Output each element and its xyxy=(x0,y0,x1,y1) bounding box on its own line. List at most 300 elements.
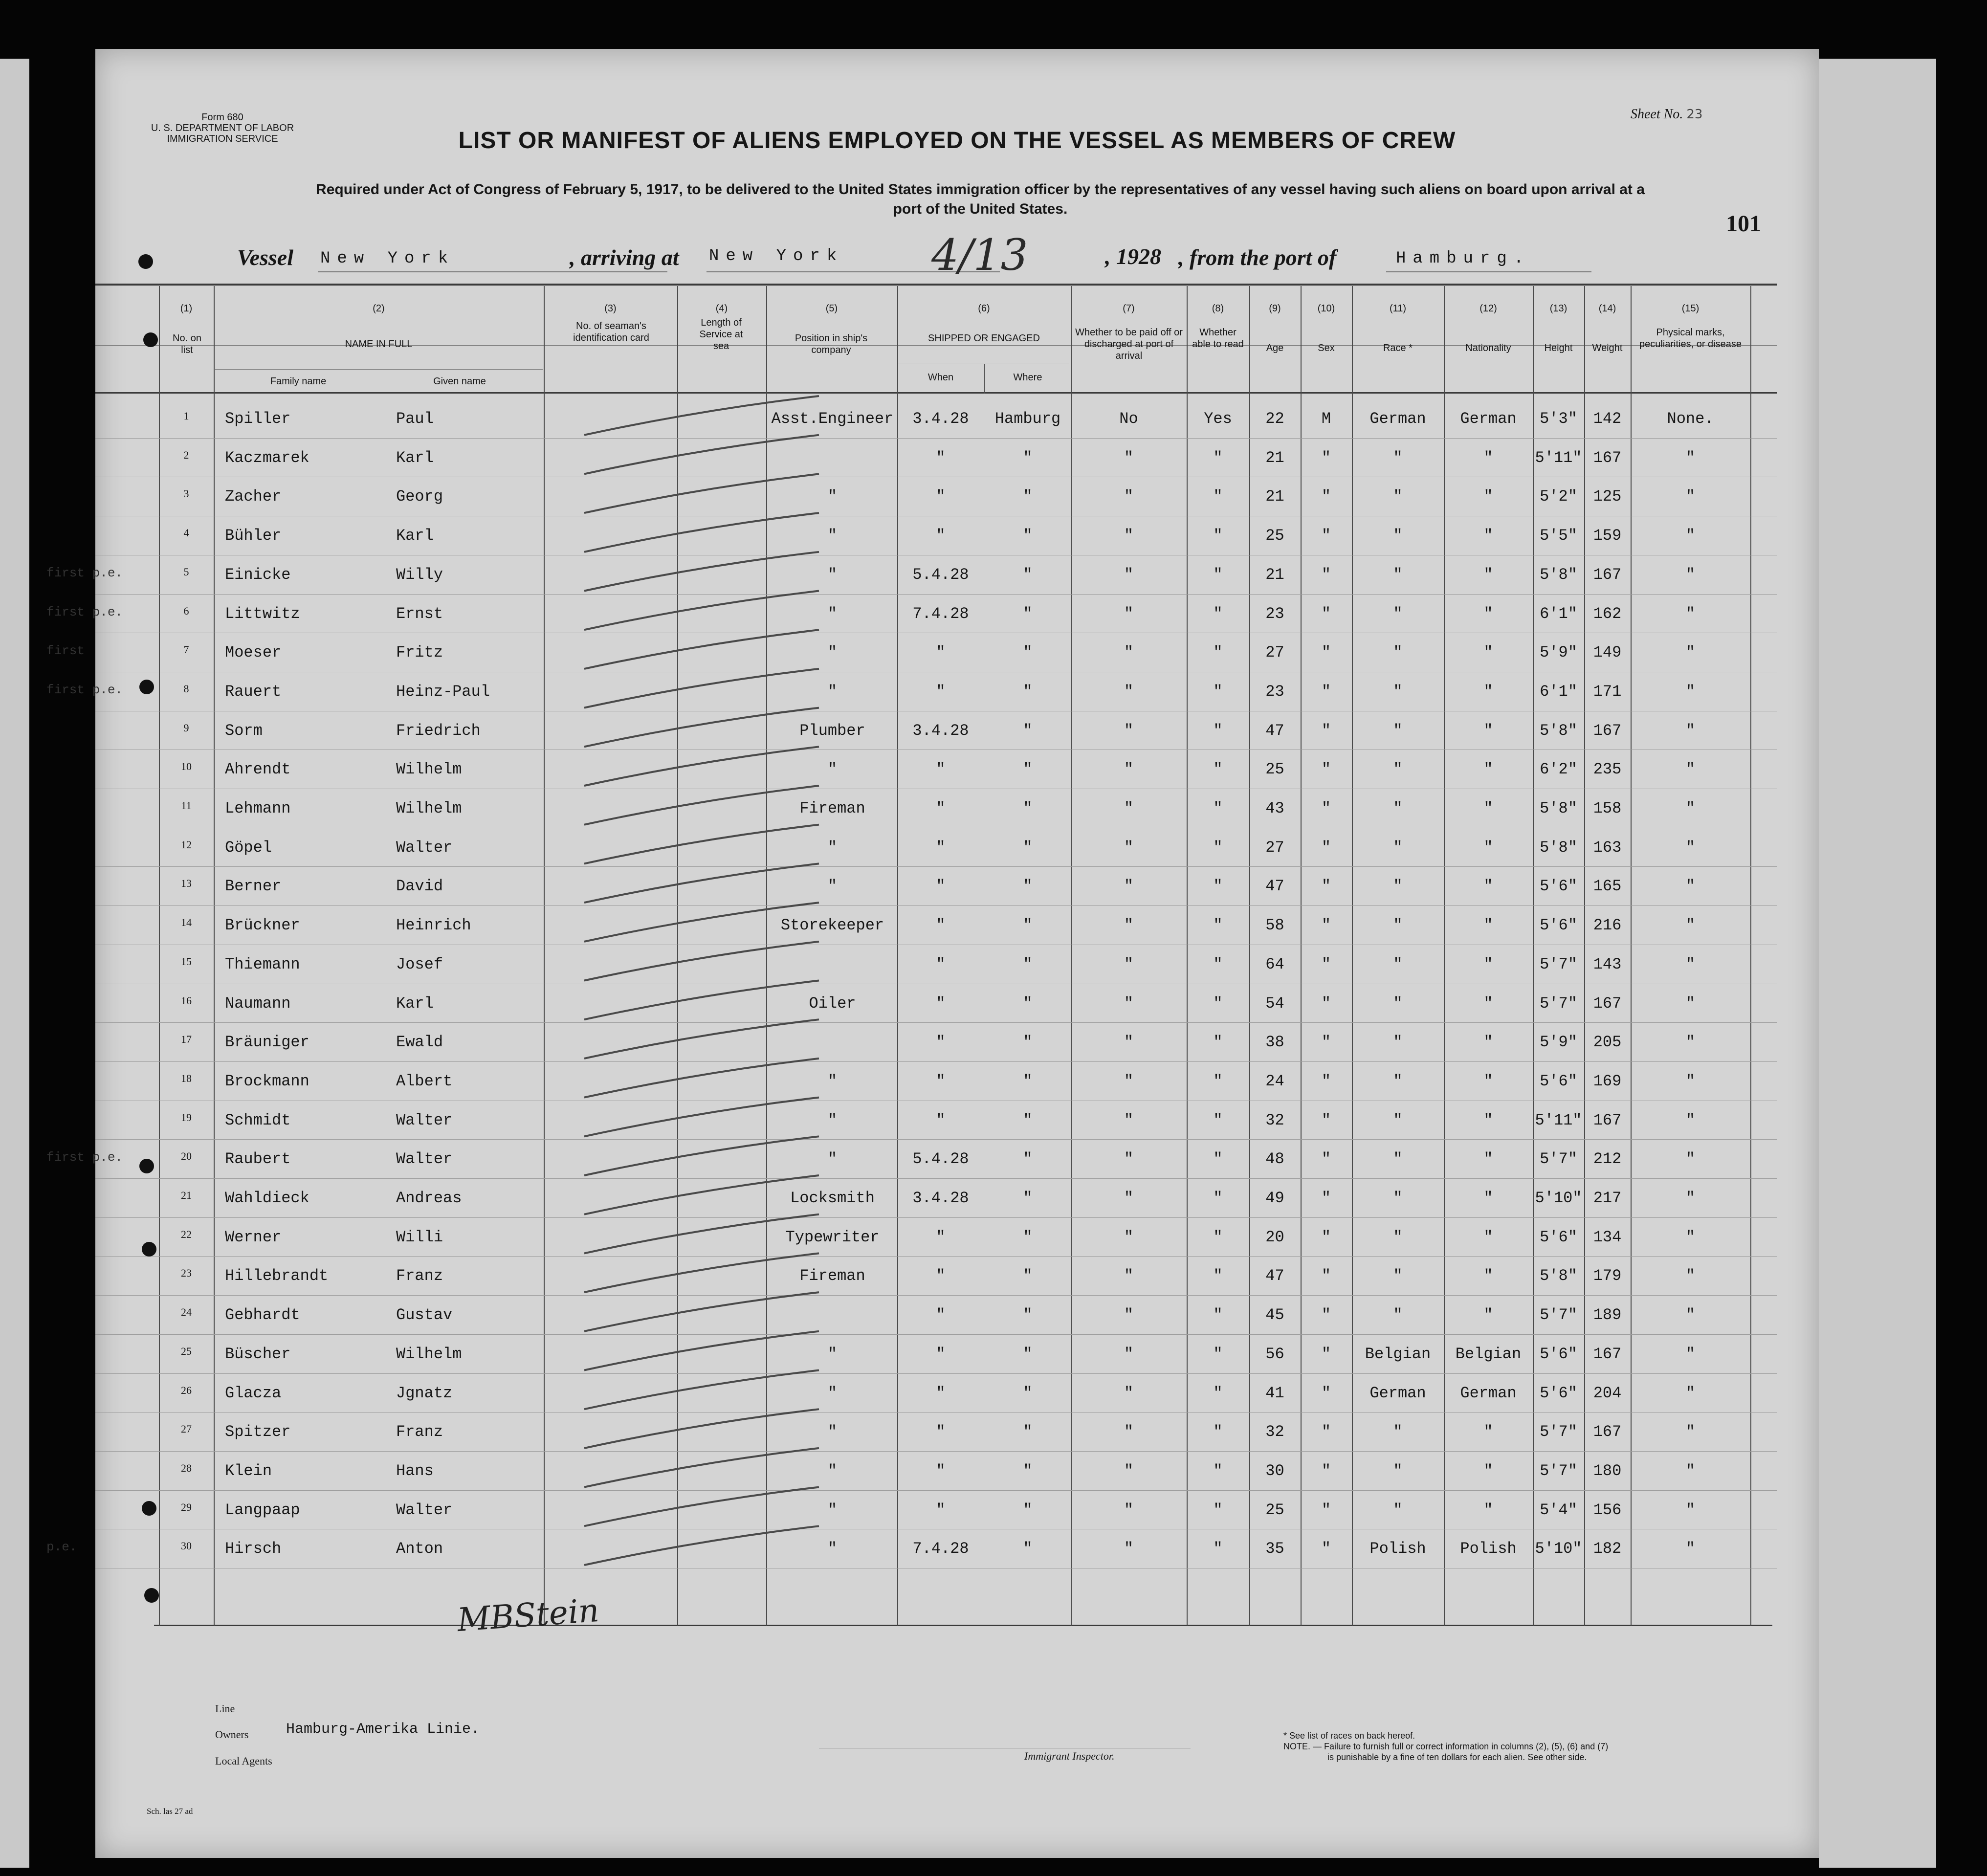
paid-off: " xyxy=(1124,1111,1134,1129)
shipped-where: " xyxy=(1023,1384,1033,1402)
given-name: David xyxy=(396,877,443,896)
nationality: " xyxy=(1483,1033,1493,1052)
given-name: Wilhelm xyxy=(396,1345,462,1363)
able-to-read: " xyxy=(1213,682,1223,701)
position: " xyxy=(827,565,838,584)
weight: 125 xyxy=(1593,487,1622,506)
age: 20 xyxy=(1265,1228,1284,1246)
row-number: 5 xyxy=(183,565,189,578)
paid-off: " xyxy=(1124,1501,1134,1519)
row-number: 17 xyxy=(181,1033,192,1046)
paid-off: " xyxy=(1124,760,1134,779)
shipped-when: " xyxy=(936,682,946,701)
owners-label: Owners xyxy=(215,1728,249,1741)
able-to-read: " xyxy=(1213,1150,1223,1169)
race: " xyxy=(1393,1501,1403,1519)
col1-header: No. on list xyxy=(173,333,201,355)
physical-marks: " xyxy=(1685,838,1696,857)
weight: 216 xyxy=(1593,916,1622,935)
race: " xyxy=(1393,1461,1403,1480)
given-name: Friedrich xyxy=(396,721,481,740)
col1-number: (1) xyxy=(180,303,193,314)
shipped-when: " xyxy=(936,1423,946,1441)
family-name: Berner xyxy=(225,877,282,896)
row-number: 9 xyxy=(183,721,189,734)
weight: 180 xyxy=(1593,1461,1622,1480)
row-number: 23 xyxy=(181,1267,192,1280)
col4-header: Length of Service at sea xyxy=(699,317,743,352)
physical-marks: " xyxy=(1685,877,1696,896)
shipped-when: 5.4.28 xyxy=(912,1150,969,1169)
shipped-when: 3.4.28 xyxy=(912,410,969,428)
weight: 169 xyxy=(1593,1072,1622,1090)
family-name: Zacher xyxy=(225,487,282,506)
row-number: 12 xyxy=(181,838,192,851)
sex: " xyxy=(1321,1461,1331,1480)
age: 47 xyxy=(1265,1267,1284,1285)
physical-marks: " xyxy=(1685,721,1696,740)
margin-note: first xyxy=(46,643,85,659)
family-name: Spiller xyxy=(225,410,291,428)
physical-marks: " xyxy=(1685,1345,1696,1363)
row-number: 14 xyxy=(181,916,192,929)
sex: " xyxy=(1321,1306,1331,1324)
sex: " xyxy=(1321,682,1331,701)
paid-off: " xyxy=(1124,448,1134,467)
weight: 134 xyxy=(1593,1228,1622,1246)
shipped-where: " xyxy=(1023,1501,1033,1519)
manifest-page xyxy=(46,49,1819,1858)
family-name: Einicke xyxy=(225,565,291,584)
given-name: Andreas xyxy=(396,1189,462,1207)
col8-header: Whether able to read xyxy=(1192,327,1244,350)
weight: 142 xyxy=(1593,410,1622,428)
able-to-read: " xyxy=(1213,1228,1223,1246)
able-to-read: Yes xyxy=(1204,410,1232,428)
age: 56 xyxy=(1265,1345,1284,1363)
shipped-where: " xyxy=(1023,760,1033,779)
shipped-where: " xyxy=(1023,1072,1033,1090)
family-name: Göpel xyxy=(225,838,272,857)
shipped-where: " xyxy=(1023,916,1033,935)
age: 27 xyxy=(1265,643,1284,662)
height: 5'5" xyxy=(1540,527,1577,545)
paid-off: " xyxy=(1124,1033,1134,1052)
paid-off: " xyxy=(1124,955,1134,973)
shipped-when: " xyxy=(936,487,946,506)
row-number: 27 xyxy=(181,1423,192,1435)
paid-off: " xyxy=(1124,1306,1134,1324)
age: 41 xyxy=(1265,1384,1284,1402)
row-number: 4 xyxy=(183,527,189,539)
family-name: Bräuniger xyxy=(225,1033,309,1052)
shipped-where: " xyxy=(1023,1423,1033,1441)
age: 32 xyxy=(1265,1111,1284,1129)
col2-number: (2) xyxy=(373,303,385,314)
race: " xyxy=(1393,955,1403,973)
shipped-where: " xyxy=(1023,1228,1033,1246)
nationality: " xyxy=(1483,487,1493,506)
paid-off: " xyxy=(1124,1228,1134,1246)
physical-marks: " xyxy=(1685,1540,1696,1558)
given-name: Ewald xyxy=(396,1033,443,1052)
sex: " xyxy=(1321,955,1331,973)
weight: 171 xyxy=(1593,682,1622,701)
nationality: " xyxy=(1483,448,1493,467)
family-name: Brückner xyxy=(225,916,300,935)
nationality: German xyxy=(1460,1384,1517,1402)
pencil-stroke xyxy=(584,435,819,474)
given-name: Karl xyxy=(396,448,434,467)
given-name: Wilhelm xyxy=(396,799,462,817)
weight: 205 xyxy=(1593,1033,1622,1052)
shipped-where: " xyxy=(1023,604,1033,623)
race: " xyxy=(1393,448,1403,467)
row-number: 20 xyxy=(181,1150,192,1163)
height: 5'9" xyxy=(1540,643,1577,662)
able-to-read: " xyxy=(1213,1189,1223,1207)
physical-marks: " xyxy=(1685,604,1696,623)
pencil-stroke xyxy=(584,942,819,981)
paid-off: " xyxy=(1124,1384,1134,1402)
age: 32 xyxy=(1265,1423,1284,1441)
weight: 167 xyxy=(1593,565,1622,584)
given-name: Walter xyxy=(396,1150,453,1169)
family-name: Büscher xyxy=(225,1345,291,1363)
able-to-read: " xyxy=(1213,838,1223,857)
col4-number: (4) xyxy=(715,303,728,314)
shipped-where: " xyxy=(1023,1111,1033,1129)
nationality: " xyxy=(1483,1267,1493,1285)
shipped-when: 3.4.28 xyxy=(912,721,969,740)
given-name: Josef xyxy=(396,955,443,973)
paid-off: " xyxy=(1124,1150,1134,1169)
given-name: Anton xyxy=(396,1540,443,1558)
shipped-where: " xyxy=(1023,487,1033,506)
shipped-when: " xyxy=(936,448,946,467)
position: Storekeeper xyxy=(780,916,884,935)
vessel-label: Vessel xyxy=(237,245,293,270)
col10-header: Sex xyxy=(1318,343,1335,353)
height: 5'11" xyxy=(1535,1111,1582,1129)
sex: " xyxy=(1321,1111,1331,1129)
physical-marks: " xyxy=(1685,448,1696,467)
family-name: Sorm xyxy=(225,721,263,740)
local-agents-label: Local Agents xyxy=(215,1755,272,1767)
weight: 159 xyxy=(1593,527,1622,545)
sex: " xyxy=(1321,838,1331,857)
height: 5'6" xyxy=(1540,1384,1577,1402)
col14-number: (14) xyxy=(1598,303,1616,314)
weight: 149 xyxy=(1593,643,1622,662)
able-to-read: " xyxy=(1213,1072,1223,1090)
col11-header: Race * xyxy=(1383,343,1413,353)
row-number: 19 xyxy=(181,1111,192,1124)
sex: " xyxy=(1321,643,1331,662)
height: 5'7" xyxy=(1540,1150,1577,1169)
physical-marks: " xyxy=(1685,682,1696,701)
able-to-read: " xyxy=(1213,1461,1223,1480)
race: German xyxy=(1369,1384,1426,1402)
race: " xyxy=(1393,799,1403,817)
age: 21 xyxy=(1265,448,1284,467)
shipped-when: " xyxy=(936,1072,946,1090)
able-to-read: " xyxy=(1213,487,1223,506)
height: 5'6" xyxy=(1540,916,1577,935)
height: 5'7" xyxy=(1540,1423,1577,1441)
nationality: German xyxy=(1460,410,1517,428)
paid-off: " xyxy=(1124,994,1134,1013)
weight: 167 xyxy=(1593,721,1622,740)
weight: 179 xyxy=(1593,1267,1622,1285)
nationality: " xyxy=(1483,682,1493,701)
margin-note: first p.e. xyxy=(46,1150,123,1165)
margin-note: first p.e. xyxy=(46,565,123,580)
weight: 167 xyxy=(1593,1111,1622,1129)
arriving-label: , arriving at xyxy=(570,245,679,270)
age: 64 xyxy=(1265,955,1284,973)
owners-value: Hamburg-Amerika Linie. xyxy=(286,1721,480,1738)
physical-marks: " xyxy=(1685,1072,1696,1090)
shipped-where: " xyxy=(1023,1461,1033,1480)
family-name: Glacza xyxy=(225,1384,282,1402)
given-name: Ernst xyxy=(396,604,443,623)
margin-note: p.e. xyxy=(46,1540,77,1555)
age: 45 xyxy=(1265,1306,1284,1324)
sex: " xyxy=(1321,527,1331,545)
sex: " xyxy=(1321,721,1331,740)
age: 58 xyxy=(1265,916,1284,935)
height: 6'1" xyxy=(1540,604,1577,623)
sex: " xyxy=(1321,1072,1331,1090)
nationality: " xyxy=(1483,1501,1493,1519)
shipped-where: " xyxy=(1023,877,1033,896)
paid-off: " xyxy=(1124,604,1134,623)
race: " xyxy=(1393,721,1403,740)
age: 23 xyxy=(1265,604,1284,623)
age: 21 xyxy=(1265,487,1284,506)
height: 5'7" xyxy=(1540,1461,1577,1480)
physical-marks: " xyxy=(1685,1384,1696,1402)
family-name: Ahrendt xyxy=(225,760,291,779)
col13-number: (13) xyxy=(1549,303,1568,314)
row-number: 7 xyxy=(183,643,189,656)
form-number: Form 680 xyxy=(201,112,243,123)
age: 25 xyxy=(1265,1501,1284,1519)
col5-header: Position in ship's company xyxy=(795,333,868,355)
act-requirement-line2: port of the United States. xyxy=(893,201,1068,217)
age: 22 xyxy=(1265,410,1284,428)
height: 5'6" xyxy=(1540,1072,1577,1090)
weight: 162 xyxy=(1593,604,1622,623)
position: " xyxy=(827,527,838,545)
row-number: 22 xyxy=(181,1228,192,1240)
weight: 235 xyxy=(1593,760,1622,779)
height: 6'1" xyxy=(1540,682,1577,701)
family-name: Gebhardt xyxy=(225,1306,300,1324)
physical-marks: " xyxy=(1685,1150,1696,1169)
row-number: 8 xyxy=(183,682,189,695)
page-number: 101 xyxy=(1726,211,1761,237)
age: 54 xyxy=(1265,994,1284,1013)
when-header: When xyxy=(927,372,954,383)
sex: M xyxy=(1321,410,1331,428)
weight: 158 xyxy=(1593,799,1622,817)
weight: 167 xyxy=(1593,448,1622,467)
shipped-when: " xyxy=(936,1033,946,1052)
shipped-when: " xyxy=(936,838,946,857)
nationality: " xyxy=(1483,1111,1493,1129)
race: " xyxy=(1393,527,1403,545)
weight: 189 xyxy=(1593,1306,1622,1324)
height: 5'4" xyxy=(1540,1501,1577,1519)
position: " xyxy=(827,1150,838,1169)
paid-off: " xyxy=(1124,721,1134,740)
shipped-where: " xyxy=(1023,527,1033,545)
col7-header: Whether to be paid off or discharged at port of arrival xyxy=(1075,327,1183,361)
age: 38 xyxy=(1265,1033,1284,1052)
given-name: Fritz xyxy=(396,643,443,662)
family-name: Naumann xyxy=(225,994,291,1013)
race: " xyxy=(1393,643,1403,662)
col3-number: (3) xyxy=(604,303,617,314)
nationality: " xyxy=(1483,721,1493,740)
row-number: 6 xyxy=(183,604,189,617)
row-number: 30 xyxy=(181,1540,192,1552)
weight: 217 xyxy=(1593,1189,1622,1207)
shipped-where: " xyxy=(1023,1345,1033,1363)
able-to-read: " xyxy=(1213,1306,1223,1324)
race: German xyxy=(1369,410,1426,428)
shipped-when: 5.4.28 xyxy=(912,565,969,584)
margin-note: first p.e. xyxy=(46,604,123,619)
nationality: " xyxy=(1483,527,1493,545)
family-name: Bühler xyxy=(225,527,282,545)
position: " xyxy=(827,1423,838,1441)
shipped-where: " xyxy=(1023,448,1033,467)
age: 35 xyxy=(1265,1540,1284,1558)
position: Asst.Engineer xyxy=(771,410,894,428)
height: 5'10" xyxy=(1535,1540,1582,1558)
nationality: Polish xyxy=(1460,1540,1517,1558)
physical-marks: " xyxy=(1685,1228,1696,1246)
able-to-read: " xyxy=(1213,1267,1223,1285)
physical-marks: " xyxy=(1685,1501,1696,1519)
sex: " xyxy=(1321,1501,1331,1519)
shipped-when: 3.4.28 xyxy=(912,1189,969,1207)
height: 5'8" xyxy=(1540,799,1577,817)
position: " xyxy=(827,1345,838,1363)
race-footnote: * See list of races on back hereof. xyxy=(1283,1731,1415,1741)
nationality: " xyxy=(1483,1461,1493,1480)
given-name: Hans xyxy=(396,1461,434,1480)
family-name: Littwitz xyxy=(225,604,300,623)
given-name: Karl xyxy=(396,994,434,1013)
given-name: Georg xyxy=(396,487,443,506)
sex: " xyxy=(1321,877,1331,896)
nationality: " xyxy=(1483,1423,1493,1441)
punch-hole xyxy=(139,1159,154,1173)
row-number: 3 xyxy=(183,487,189,500)
family-name: Kaczmarek xyxy=(225,448,309,467)
paid-off: " xyxy=(1124,1072,1134,1090)
nationality: " xyxy=(1483,1072,1493,1090)
position: " xyxy=(827,877,838,896)
weight: 143 xyxy=(1593,955,1622,973)
paid-off: " xyxy=(1124,838,1134,857)
col3-header: No. of seaman's identification card xyxy=(573,321,649,343)
able-to-read: " xyxy=(1213,1345,1223,1363)
paid-off: " xyxy=(1124,527,1134,545)
paid-off: " xyxy=(1124,487,1134,506)
schedule-code: Sch. las 27 ad xyxy=(147,1807,193,1816)
position: " xyxy=(827,1501,838,1519)
shipped-where: " xyxy=(1023,565,1033,584)
family-name: Langpaap xyxy=(225,1501,300,1519)
paid-off: " xyxy=(1124,877,1134,896)
from-port-label: , from the port of xyxy=(1178,245,1337,270)
age: 43 xyxy=(1265,799,1284,817)
able-to-read: " xyxy=(1213,1384,1223,1402)
able-to-read: " xyxy=(1213,916,1223,935)
race: " xyxy=(1393,1072,1403,1090)
able-to-read: " xyxy=(1213,1033,1223,1052)
height: 5'2" xyxy=(1540,487,1577,506)
paid-off: " xyxy=(1124,1423,1134,1441)
height: 6'2" xyxy=(1540,760,1577,779)
weight: 167 xyxy=(1593,1423,1622,1441)
col6-header: SHIPPED OR ENGAGED xyxy=(928,333,1040,344)
family-name: Brockmann xyxy=(225,1072,309,1090)
physical-marks: " xyxy=(1685,994,1696,1013)
shipped-when: 7.4.28 xyxy=(912,604,969,623)
age: 48 xyxy=(1265,1150,1284,1169)
shipped-when: " xyxy=(936,955,946,973)
sex: " xyxy=(1321,994,1331,1013)
immigrant-inspector-label: Immigrant Inspector. xyxy=(1024,1750,1115,1762)
paid-off: " xyxy=(1124,799,1134,817)
race: " xyxy=(1393,1111,1403,1129)
sex: " xyxy=(1321,1345,1331,1363)
row-number: 18 xyxy=(181,1072,192,1084)
race: " xyxy=(1393,1189,1403,1207)
nationality: " xyxy=(1483,604,1493,623)
age: 30 xyxy=(1265,1461,1284,1480)
position: " xyxy=(827,682,838,701)
nationality: " xyxy=(1483,1306,1493,1324)
nationality: " xyxy=(1483,1150,1493,1169)
row-number: 21 xyxy=(181,1189,192,1201)
sex: " xyxy=(1321,1384,1331,1402)
shipped-when: " xyxy=(936,1461,946,1480)
age: 23 xyxy=(1265,682,1284,701)
act-requirement-line1: Required under Act of Congress of February 5, 1917, to be delivered to the United States immigration officer by the representatives of any vessel having such aliens on board upon arrival at a xyxy=(316,181,1645,198)
paid-off: " xyxy=(1124,682,1134,701)
sex: " xyxy=(1321,604,1331,623)
able-to-read: " xyxy=(1213,721,1223,740)
family-name: Lehmann xyxy=(225,799,291,817)
age: 47 xyxy=(1265,721,1284,740)
shipped-when: " xyxy=(936,1228,946,1246)
position: " xyxy=(827,760,838,779)
physical-marks: " xyxy=(1685,916,1696,935)
paid-off: " xyxy=(1124,1189,1134,1207)
height: 5'3" xyxy=(1540,410,1577,428)
shipped-where: " xyxy=(1023,799,1033,817)
position: " xyxy=(827,487,838,506)
able-to-read: " xyxy=(1213,1111,1223,1129)
position: Fireman xyxy=(799,1267,865,1285)
